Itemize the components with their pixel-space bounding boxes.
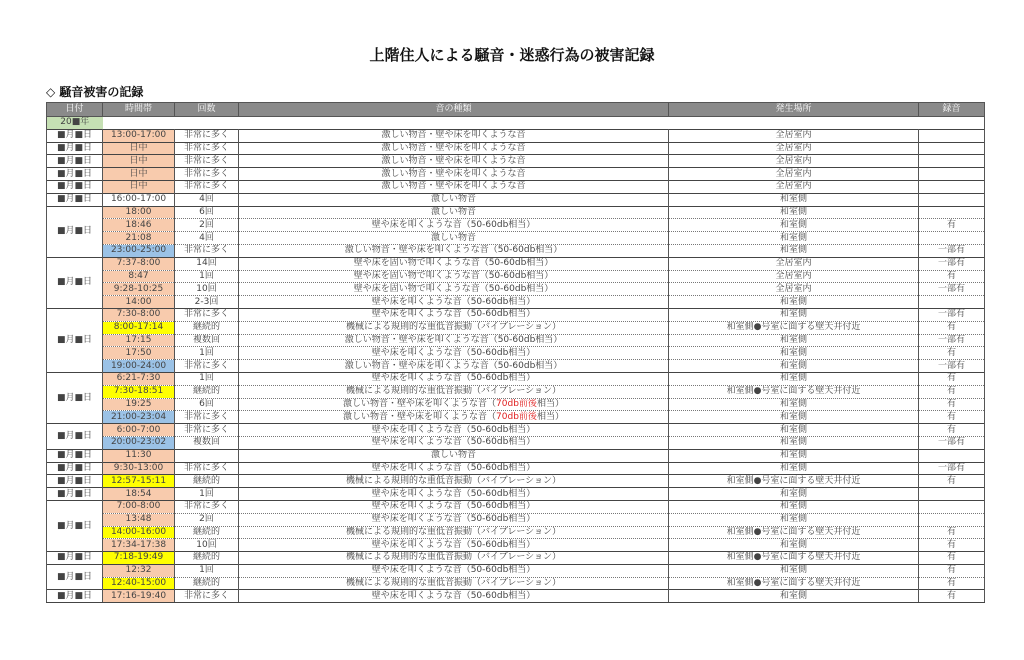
place-cell: 和室側	[669, 488, 919, 501]
table-row	[47, 360, 985, 373]
year-row	[47, 117, 985, 130]
year-row-filler	[103, 117, 985, 130]
time-cell: 13:00-17:00	[103, 129, 175, 142]
count-cell: 1回	[175, 564, 239, 577]
count-cell: 継続的	[175, 475, 239, 488]
table-row	[47, 500, 985, 513]
date-cell: ■月■日	[47, 590, 103, 603]
recording-cell	[919, 513, 985, 526]
sound-cell: 壁や床を叩くような音（50-60db相当）	[239, 219, 669, 232]
header-row	[47, 103, 985, 117]
column-header-place: 発生場所	[669, 103, 919, 117]
recording-cell: 一部有	[919, 334, 985, 347]
date-cell: ■月■日	[47, 193, 103, 206]
place-cell: 全居室内	[669, 142, 919, 155]
place-cell: 和室側	[669, 193, 919, 206]
table-row	[47, 206, 985, 219]
recording-cell	[919, 500, 985, 513]
place-cell: 和室側	[669, 296, 919, 309]
place-cell: 和室側	[669, 347, 919, 360]
sound-cell: 壁や床を叩くような音（50-60db相当）	[239, 488, 669, 501]
place-cell: 和室側	[669, 436, 919, 449]
recording-cell	[919, 488, 985, 501]
table-row	[47, 411, 985, 424]
time-cell: 17:34-17:38	[103, 539, 175, 552]
date-cell: ■月■日	[47, 257, 103, 308]
place-cell: 全居室内	[669, 257, 919, 270]
recording-cell: 有	[919, 475, 985, 488]
time-cell: 7:37-8:00	[103, 257, 175, 270]
count-cell: 非常に多く	[175, 500, 239, 513]
count-cell: 6回	[175, 206, 239, 219]
time-cell: 19:00-24:00	[103, 360, 175, 373]
sound-cell: 激しい物音・壁や床を叩くような音	[239, 142, 669, 155]
table-row	[47, 488, 985, 501]
recording-cell	[919, 129, 985, 142]
date-cell: ■月■日	[47, 206, 103, 257]
date-cell: ■月■日	[47, 488, 103, 501]
place-cell: 和室側●号室に面する壁天井付近	[669, 385, 919, 398]
date-cell: ■月■日	[47, 475, 103, 488]
place-cell: 全居室内	[669, 283, 919, 296]
sound-cell: 壁や床を叩くような音（50-60db相当）	[239, 296, 669, 309]
table-row	[47, 283, 985, 296]
time-cell: 日中	[103, 142, 175, 155]
date-cell: ■月■日	[47, 372, 103, 423]
table-row	[47, 129, 985, 142]
place-cell: 和室側●号室に面する壁天井付近	[669, 526, 919, 539]
sound-cell: 壁や床を叩くような音（50-60db相当）	[239, 347, 669, 360]
time-cell: 日中	[103, 155, 175, 168]
place-cell: 和室側	[669, 206, 919, 219]
column-header-time: 時間帯	[103, 103, 175, 117]
table-row	[47, 232, 985, 245]
sound-cell	[239, 411, 669, 424]
count-cell	[175, 449, 239, 462]
time-cell: 7:30-8:00	[103, 308, 175, 321]
count-cell: 4回	[175, 232, 239, 245]
time-cell: 19:25	[103, 398, 175, 411]
recording-cell: 一部有	[919, 436, 985, 449]
table-row	[47, 142, 985, 155]
table-row	[47, 372, 985, 385]
count-cell: 非常に多く	[175, 360, 239, 373]
count-cell: 2回	[175, 513, 239, 526]
count-cell: 1回	[175, 488, 239, 501]
time-cell: 8:47	[103, 270, 175, 283]
sound-cell: 機械による規則的な重低音振動（バイブレーション）	[239, 577, 669, 590]
table-row	[47, 552, 985, 565]
table-row	[47, 219, 985, 232]
sound-cell: 壁や床を叩くような音（50-60db相当）	[239, 462, 669, 475]
place-cell: 和室側	[669, 539, 919, 552]
time-cell: 21:00-23:04	[103, 411, 175, 424]
count-cell: 継続的	[175, 526, 239, 539]
noise-log-table	[46, 102, 985, 603]
place-cell: 和室側●号室に面する壁天井付近	[669, 321, 919, 334]
recording-cell: 有	[919, 398, 985, 411]
recording-cell	[919, 180, 985, 193]
sound-cell: 激しい物音・壁や床を叩くような音	[239, 155, 669, 168]
count-cell: 継続的	[175, 577, 239, 590]
recording-cell	[919, 206, 985, 219]
table-row	[47, 539, 985, 552]
sound-cell: 壁や床を叩くような音（50-60db相当）	[239, 513, 669, 526]
count-cell: 継続的	[175, 321, 239, 334]
time-cell: 17:16-19:40	[103, 590, 175, 603]
table-row	[47, 462, 985, 475]
column-header-recording: 録音	[919, 103, 985, 117]
time-cell: 12:40-15:00	[103, 577, 175, 590]
sound-text-end: 相当）	[536, 398, 564, 409]
sound-cell: 壁や床を叩くような音（50-60db相当）	[239, 590, 669, 603]
count-cell: 非常に多く	[175, 155, 239, 168]
table-row	[47, 513, 985, 526]
sound-cell: 壁や床を叩くような音（50-60db相当）	[239, 500, 669, 513]
time-cell: 13:48	[103, 513, 175, 526]
place-cell: 和室側	[669, 462, 919, 475]
sound-cell: 機械による規則的な重低音振動（バイブレーション）	[239, 321, 669, 334]
count-cell: 非常に多く	[175, 462, 239, 475]
year-label: 20■年	[47, 117, 103, 130]
table-row	[47, 385, 985, 398]
sound-cell: 激しい物音・壁や床を叩くような音（50-60db相当）	[239, 360, 669, 373]
table-row	[47, 564, 985, 577]
place-cell: 和室側	[669, 411, 919, 424]
place-cell: 和室側●号室に面する壁天井付近	[669, 475, 919, 488]
time-cell: 12:57-15:11	[103, 475, 175, 488]
place-cell: 全居室内	[669, 129, 919, 142]
date-cell: ■月■日	[47, 500, 103, 551]
count-cell: 非常に多く	[175, 129, 239, 142]
sound-text: 激しい物音・壁や床を叩くような音（	[343, 398, 497, 409]
place-cell: 和室側	[669, 513, 919, 526]
table-row	[47, 436, 985, 449]
place-cell: 和室側●号室に面する壁天井付近	[669, 552, 919, 565]
sound-cell: 壁や床を叩くような音（50-60db相当）	[239, 436, 669, 449]
place-cell: 和室側	[669, 232, 919, 245]
count-cell: 2回	[175, 219, 239, 232]
count-cell: 非常に多く	[175, 244, 239, 257]
time-cell: 6:21-7:30	[103, 372, 175, 385]
column-header-count: 回数	[175, 103, 239, 117]
sound-cell: 壁や床を叩くような音（50-60db相当）	[239, 424, 669, 437]
place-cell: 全居室内	[669, 168, 919, 181]
recording-cell	[919, 449, 985, 462]
date-cell: ■月■日	[47, 308, 103, 372]
time-cell: 9:28-10:25	[103, 283, 175, 296]
place-cell: 和室側	[669, 424, 919, 437]
recording-cell: 一部有	[919, 257, 985, 270]
place-cell: 和室側	[669, 590, 919, 603]
time-cell: 11:30	[103, 449, 175, 462]
count-cell: 1回	[175, 372, 239, 385]
recording-cell: 有	[919, 590, 985, 603]
place-cell: 和室側	[669, 398, 919, 411]
sound-cell: 壁や床を叩くような音（50-60db相当）	[239, 372, 669, 385]
count-cell: 14回	[175, 257, 239, 270]
date-cell: ■月■日	[47, 142, 103, 155]
table-row	[47, 321, 985, 334]
time-cell: 17:50	[103, 347, 175, 360]
sound-text: 激しい物音・壁や床を叩くような音（	[343, 411, 497, 422]
count-cell: 非常に多く	[175, 590, 239, 603]
table-row	[47, 308, 985, 321]
table-row	[47, 590, 985, 603]
recording-cell: 一部有	[919, 283, 985, 296]
place-cell: 全居室内	[669, 155, 919, 168]
table-row	[47, 398, 985, 411]
sound-cell: 激しい物音・壁や床を叩くような音（50-60db相当）	[239, 244, 669, 257]
table-row	[47, 449, 985, 462]
place-cell: 和室側	[669, 564, 919, 577]
recording-cell: 有	[919, 539, 985, 552]
count-cell: 10回	[175, 539, 239, 552]
sound-cell: 激しい物音	[239, 193, 669, 206]
count-cell: 6回	[175, 398, 239, 411]
place-cell: 全居室内	[669, 180, 919, 193]
recording-cell: 有	[919, 552, 985, 565]
sound-cell: 機械による規則的な重低音振動（バイブレーション）	[239, 475, 669, 488]
table-row	[47, 577, 985, 590]
section-title: ◇ 騒音被害の記録	[46, 85, 144, 99]
table-row	[47, 475, 985, 488]
count-cell: 非常に多く	[175, 411, 239, 424]
sound-cell: 壁や床を叩くような音（50-60db相当）	[239, 564, 669, 577]
time-cell: 18:46	[103, 219, 175, 232]
count-cell: 10回	[175, 283, 239, 296]
sound-cell: 壁や床を叩くような音（50-60db相当）	[239, 539, 669, 552]
recording-cell: 有	[919, 219, 985, 232]
date-cell: ■月■日	[47, 449, 103, 462]
recording-cell: 有	[919, 564, 985, 577]
sound-cell: 激しい物音・壁や床を叩くような音	[239, 168, 669, 181]
count-cell: 複数回	[175, 334, 239, 347]
recording-cell: 有	[919, 270, 985, 283]
count-cell: 非常に多く	[175, 308, 239, 321]
time-cell: 20:00-23:02	[103, 436, 175, 449]
time-cell: 日中	[103, 180, 175, 193]
place-cell: 和室側	[669, 244, 919, 257]
recording-cell: 一部有	[919, 360, 985, 373]
sound-cell: 激しい物音	[239, 206, 669, 219]
recording-cell	[919, 142, 985, 155]
time-cell: 18:00	[103, 206, 175, 219]
recording-cell: 有	[919, 321, 985, 334]
recording-cell	[919, 155, 985, 168]
recording-cell: 一部有	[919, 308, 985, 321]
table-row	[47, 270, 985, 283]
time-cell: 9:30-13:00	[103, 462, 175, 475]
sound-cell: 壁や床を固い物で叩くような音（50-60db相当）	[239, 270, 669, 283]
time-cell: 17:15	[103, 334, 175, 347]
place-cell: 全居室内	[669, 270, 919, 283]
time-cell: 12:32	[103, 564, 175, 577]
table-row	[47, 155, 985, 168]
recording-cell	[919, 296, 985, 309]
sound-cell: 激しい物音・壁や床を叩くような音	[239, 180, 669, 193]
place-cell: 和室側	[669, 308, 919, 321]
recording-cell	[919, 168, 985, 181]
sound-cell: 機械による規則的な重低音振動（バイブレーション）	[239, 385, 669, 398]
recording-cell: 有	[919, 372, 985, 385]
time-cell: 21:08	[103, 232, 175, 245]
place-cell: 和室側	[669, 334, 919, 347]
table-row	[47, 334, 985, 347]
time-cell: 23:00-25:00	[103, 244, 175, 257]
table-row	[47, 168, 985, 181]
count-cell: 複数回	[175, 436, 239, 449]
sound-cell: 激しい物音・壁や床を叩くような音（50-60db相当）	[239, 334, 669, 347]
table-row	[47, 296, 985, 309]
table-row	[47, 347, 985, 360]
sound-cell: 激しい物音・壁や床を叩くような音	[239, 129, 669, 142]
document-title: 上階住人による騒音・迷惑行為の被害記録	[369, 46, 655, 64]
date-cell: ■月■日	[47, 180, 103, 193]
column-header-sound: 音の種類	[239, 103, 669, 117]
table-row	[47, 257, 985, 270]
sound-level-highlight: 70db前後	[496, 398, 537, 409]
date-cell: ■月■日	[47, 552, 103, 565]
log-body	[47, 117, 985, 603]
date-cell: ■月■日	[47, 462, 103, 475]
count-cell: 非常に多く	[175, 168, 239, 181]
sound-text-end: 相当）	[536, 411, 564, 422]
date-cell: ■月■日	[47, 564, 103, 590]
time-cell: 7:00-8:00	[103, 500, 175, 513]
time-cell: 7:30-18:51	[103, 385, 175, 398]
table-row	[47, 424, 985, 437]
date-cell: ■月■日	[47, 168, 103, 181]
sound-cell: 機械による規則的な重低音振動（バイブレーション）	[239, 526, 669, 539]
sound-cell: 機械による規則的な重低音振動（バイブレーション）	[239, 552, 669, 565]
recording-cell: 有	[919, 526, 985, 539]
sound-cell: 壁や床を固い物で叩くような音（50-60db相当）	[239, 257, 669, 270]
count-cell: 非常に多く	[175, 424, 239, 437]
recording-cell: 有	[919, 411, 985, 424]
column-header-date: 日付	[47, 103, 103, 117]
table-row	[47, 193, 985, 206]
place-cell: 和室側	[669, 449, 919, 462]
time-cell: 14:00	[103, 296, 175, 309]
time-cell: 18:54	[103, 488, 175, 501]
place-cell: 和室側	[669, 372, 919, 385]
date-cell: ■月■日	[47, 424, 103, 450]
count-cell: 非常に多く	[175, 142, 239, 155]
time-cell: 14:00-16:00	[103, 526, 175, 539]
recording-cell: 有	[919, 385, 985, 398]
count-cell: 非常に多く	[175, 180, 239, 193]
count-cell: 4回	[175, 193, 239, 206]
time-cell: 16:00-17:00	[103, 193, 175, 206]
sound-cell: 壁や床を固い物で叩くような音（50-60db相当）	[239, 283, 669, 296]
table-row	[47, 526, 985, 539]
time-cell: 日中	[103, 168, 175, 181]
sound-level-highlight: 70db前後	[496, 411, 537, 422]
time-cell: 8:00-17:14	[103, 321, 175, 334]
recording-cell: 有	[919, 424, 985, 437]
recording-cell: 一部有	[919, 244, 985, 257]
recording-cell: 有	[919, 347, 985, 360]
recording-cell: 有	[919, 577, 985, 590]
count-cell: 継続的	[175, 552, 239, 565]
sound-cell	[239, 398, 669, 411]
date-cell: ■月■日	[47, 129, 103, 142]
count-cell: 継続的	[175, 385, 239, 398]
place-cell: 和室側	[669, 360, 919, 373]
time-cell: 6:00-7:00	[103, 424, 175, 437]
count-cell: 2-3回	[175, 296, 239, 309]
table-row	[47, 244, 985, 257]
count-cell: 1回	[175, 347, 239, 360]
place-cell: 和室側●号室に面する壁天井付近	[669, 577, 919, 590]
recording-cell: 一部有	[919, 462, 985, 475]
recording-cell	[919, 193, 985, 206]
sound-cell: 激しい物音	[239, 449, 669, 462]
place-cell: 和室側	[669, 219, 919, 232]
sound-cell: 激しい物音	[239, 232, 669, 245]
place-cell: 和室側	[669, 500, 919, 513]
count-cell: 1回	[175, 270, 239, 283]
recording-cell	[919, 232, 985, 245]
table-row	[47, 180, 985, 193]
sound-cell: 壁や床を叩くような音（50-60db相当）	[239, 308, 669, 321]
time-cell: 7:18-19:49	[103, 552, 175, 565]
date-cell: ■月■日	[47, 155, 103, 168]
